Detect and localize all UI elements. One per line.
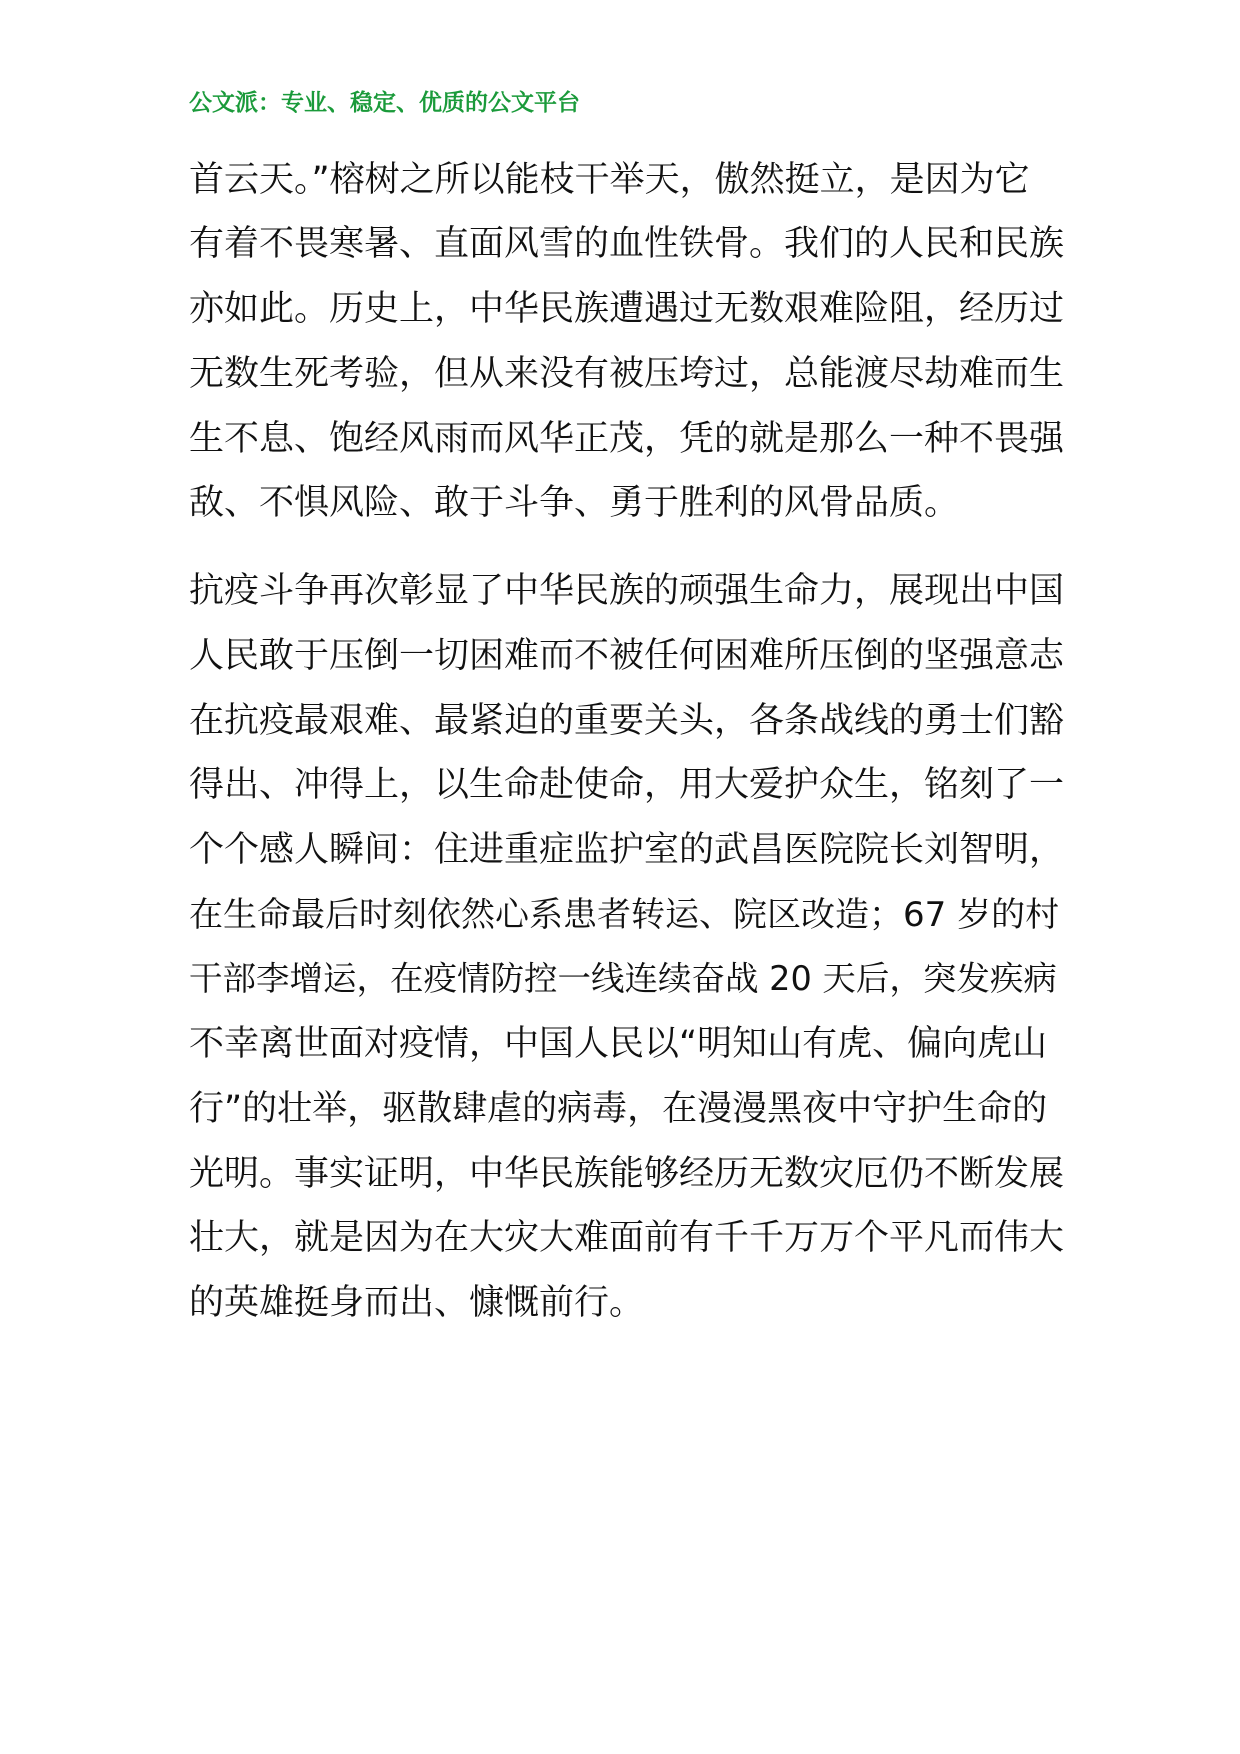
- text-line-10: 得出、冲得上，以生命赴使命，用大爱护众生，铭刻了一: [189, 765, 1065, 805]
- text-line-14: 不幸离世面对疫情，中国人民以“明知山有虎、偏向虎山: [189, 1024, 1048, 1064]
- text-line-9: 在抗疫最艰难、最紧迫的重要关头，各条战线的勇士们豁: [189, 701, 1065, 741]
- text-line-12: 在生命最后时刻依然心系患者转运、院区改造；67 岁的村: [189, 895, 1060, 935]
- text-line-17: 壮大，就是因为在大灾大难面前有千千万万个平凡而伟大: [189, 1218, 1065, 1258]
- text-line-4: 无数生死考验，但从来没有被压垮过，总能渡尽劫难而生: [189, 354, 1065, 394]
- text-line-15: 行”的壮举，驱散肆虐的病毒，在漫漫黑夜中守护生命的: [189, 1089, 1048, 1129]
- text-line-6: 敌、不惧风险、敢于斗争、勇于胜利的风骨品质。: [189, 483, 960, 523]
- text-line-3: 亦如此。历史上，中华民族遭遇过无数艰难险阻，经历过: [189, 289, 1065, 329]
- text-line-5: 生不息、饱经风雨而风华正茂，凭的就是那么一种不畏强: [189, 419, 1065, 459]
- text-line-18: 的英雄挺身而出、慷慨前行。: [189, 1283, 645, 1323]
- text-line-2: 有着不畏寒暑、直面风雪的血性铁骨。我们的人民和民族: [189, 224, 1065, 264]
- text-line-13: 干部李增运，在疫情防控一线连续奋战 20 天后，突发疾病: [189, 959, 1057, 998]
- text-line-11: 个个感人瞬间：住进重症监护室的武昌医院院长刘智明，: [189, 830, 1065, 870]
- text-line-1: 首云天。”榕树之所以能枝干举天，傲然挺立，是因为它: [189, 160, 1030, 200]
- text-line-8: 人民敢于压倒一切困难而不被任何困难所压倒的坚强意志: [189, 636, 1065, 676]
- header-banner: 公文派：专业、稳定、优质的公文平台: [189, 90, 580, 116]
- text-line-16: 光明。事实证明，中华民族能够经历无数灾厄仍不断发展: [189, 1154, 1065, 1194]
- text-line-7: 抗疫斗争再次彰显了中华民族的顽强生命力，展现出中国: [189, 571, 1065, 611]
